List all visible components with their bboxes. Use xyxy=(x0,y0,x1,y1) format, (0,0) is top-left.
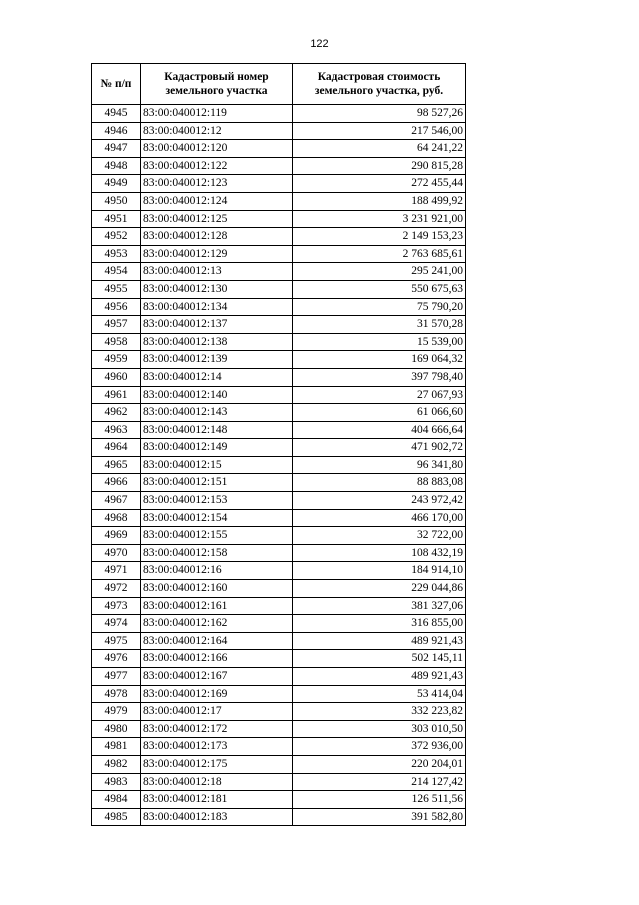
cadastral-value-cell: 53 414,04 xyxy=(293,685,466,703)
cadastral-value-table xyxy=(91,63,466,826)
cadastral-value-cell: 372 936,00 xyxy=(293,738,466,756)
cadastral-number-cell: 83:00:040012:140 xyxy=(141,386,293,404)
table-row xyxy=(92,474,466,492)
row-number-cell: 4973 xyxy=(92,597,141,615)
table-row xyxy=(92,368,466,386)
row-number-cell: 4945 xyxy=(92,105,141,123)
cadastral-number-cell: 83:00:040012:13 xyxy=(141,263,293,281)
page-number: 122 xyxy=(310,38,329,50)
table-row xyxy=(92,527,466,545)
cadastral-number-cell: 83:00:040012:15 xyxy=(141,456,293,474)
table-row xyxy=(92,105,466,123)
cadastral-number-cell: 83:00:040012:167 xyxy=(141,668,293,686)
cadastral-value-cell: 126 511,56 xyxy=(293,791,466,809)
table-row xyxy=(92,228,466,246)
table-row xyxy=(92,808,466,826)
cadastral-number-cell: 83:00:040012:148 xyxy=(141,421,293,439)
header-cadastral-number: Кадастровый номер земельного участка xyxy=(141,64,293,105)
cadastral-number-cell: 83:00:040012:149 xyxy=(141,439,293,457)
cadastral-number-cell: 83:00:040012:151 xyxy=(141,474,293,492)
table-row xyxy=(92,791,466,809)
cadastral-value-cell: 243 972,42 xyxy=(293,492,466,510)
cadastral-number-cell: 83:00:040012:14 xyxy=(141,368,293,386)
row-number-cell: 4975 xyxy=(92,632,141,650)
cadastral-value-cell: 502 145,11 xyxy=(293,650,466,668)
cadastral-number-cell: 83:00:040012:153 xyxy=(141,492,293,510)
row-number-cell: 4983 xyxy=(92,773,141,791)
cadastral-value-cell: 75 790,20 xyxy=(293,298,466,316)
table-row xyxy=(92,140,466,158)
cadastral-number-cell: 83:00:040012:120 xyxy=(141,140,293,158)
cadastral-number-cell: 83:00:040012:134 xyxy=(141,298,293,316)
cadastral-value-cell: 61 066,60 xyxy=(293,404,466,422)
cadastral-number-cell: 83:00:040012:155 xyxy=(141,527,293,545)
row-number-cell: 4972 xyxy=(92,580,141,598)
table-row xyxy=(92,122,466,140)
table-row xyxy=(92,650,466,668)
cadastral-number-cell: 83:00:040012:139 xyxy=(141,351,293,369)
row-number-cell: 4961 xyxy=(92,386,141,404)
cadastral-number-cell: 83:00:040012:164 xyxy=(141,632,293,650)
table-row xyxy=(92,404,466,422)
cadastral-number-cell: 83:00:040012:154 xyxy=(141,509,293,527)
table-row xyxy=(92,632,466,650)
row-number-cell: 4960 xyxy=(92,368,141,386)
table-row xyxy=(92,703,466,721)
row-number-cell: 4957 xyxy=(92,316,141,334)
row-number-cell: 4963 xyxy=(92,421,141,439)
row-number-cell: 4955 xyxy=(92,280,141,298)
cadastral-value-cell: 295 241,00 xyxy=(293,263,466,281)
cadastral-number-cell: 83:00:040012:12 xyxy=(141,122,293,140)
row-number-cell: 4949 xyxy=(92,175,141,193)
row-number-cell: 4982 xyxy=(92,755,141,773)
cadastral-value-cell: 64 241,22 xyxy=(293,140,466,158)
cadastral-value-cell: 466 170,00 xyxy=(293,509,466,527)
table-row xyxy=(92,720,466,738)
cadastral-value-cell: 31 570,28 xyxy=(293,316,466,334)
table-row xyxy=(92,351,466,369)
cadastral-number-cell: 83:00:040012:143 xyxy=(141,404,293,422)
cadastral-value-cell: 391 582,80 xyxy=(293,808,466,826)
row-number-cell: 4954 xyxy=(92,263,141,281)
row-number-cell: 4965 xyxy=(92,456,141,474)
cadastral-number-cell: 83:00:040012:125 xyxy=(141,210,293,228)
cadastral-number-cell: 83:00:040012:162 xyxy=(141,615,293,633)
cadastral-number-cell: 83:00:040012:166 xyxy=(141,650,293,668)
cadastral-number-cell: 83:00:040012:183 xyxy=(141,808,293,826)
row-number-cell: 4974 xyxy=(92,615,141,633)
cadastral-number-cell: 83:00:040012:122 xyxy=(141,157,293,175)
row-number-cell: 4968 xyxy=(92,509,141,527)
cadastral-number-cell: 83:00:040012:173 xyxy=(141,738,293,756)
table-row xyxy=(92,597,466,615)
cadastral-number-cell: 83:00:040012:160 xyxy=(141,580,293,598)
table-row xyxy=(92,562,466,580)
cadastral-value-cell: 381 327,06 xyxy=(293,597,466,615)
row-number-cell: 4962 xyxy=(92,404,141,422)
cadastral-number-cell: 83:00:040012:130 xyxy=(141,280,293,298)
cadastral-value-cell: 316 855,00 xyxy=(293,615,466,633)
cadastral-number-cell: 83:00:040012:124 xyxy=(141,192,293,210)
table-row xyxy=(92,509,466,527)
cadastral-value-cell: 3 231 921,00 xyxy=(293,210,466,228)
cadastral-value-cell: 188 499,92 xyxy=(293,192,466,210)
row-number-cell: 4977 xyxy=(92,668,141,686)
table-row xyxy=(92,157,466,175)
row-number-cell: 4978 xyxy=(92,685,141,703)
cadastral-value-cell: 32 722,00 xyxy=(293,527,466,545)
table-row xyxy=(92,245,466,263)
cadastral-value-cell: 217 546,00 xyxy=(293,122,466,140)
cadastral-number-cell: 83:00:040012:161 xyxy=(141,597,293,615)
cadastral-value-cell: 96 341,80 xyxy=(293,456,466,474)
cadastral-value-cell: 15 539,00 xyxy=(293,333,466,351)
row-number-cell: 4952 xyxy=(92,228,141,246)
table-row xyxy=(92,386,466,404)
cadastral-number-cell: 83:00:040012:181 xyxy=(141,791,293,809)
cadastral-number-cell: 83:00:040012:158 xyxy=(141,544,293,562)
cadastral-number-cell: 83:00:040012:18 xyxy=(141,773,293,791)
cadastral-value-cell: 290 815,28 xyxy=(293,157,466,175)
table-row xyxy=(92,263,466,281)
cadastral-value-cell: 489 921,43 xyxy=(293,668,466,686)
cadastral-value-cell: 272 455,44 xyxy=(293,175,466,193)
row-number-cell: 4985 xyxy=(92,808,141,826)
cadastral-value-cell: 397 798,40 xyxy=(293,368,466,386)
row-number-cell: 4981 xyxy=(92,738,141,756)
table-row xyxy=(92,316,466,334)
cadastral-value-cell: 2 149 153,23 xyxy=(293,228,466,246)
cadastral-value-cell: 404 666,64 xyxy=(293,421,466,439)
cadastral-value-cell: 184 914,10 xyxy=(293,562,466,580)
row-number-cell: 4979 xyxy=(92,703,141,721)
table-row xyxy=(92,755,466,773)
table-row xyxy=(92,280,466,298)
cadastral-number-cell: 83:00:040012:138 xyxy=(141,333,293,351)
cadastral-value-cell: 27 067,93 xyxy=(293,386,466,404)
table-row xyxy=(92,580,466,598)
cadastral-value-cell: 169 064,32 xyxy=(293,351,466,369)
row-number-cell: 4946 xyxy=(92,122,141,140)
row-number-cell: 4976 xyxy=(92,650,141,668)
row-number-cell: 4980 xyxy=(92,720,141,738)
row-number-cell: 4971 xyxy=(92,562,141,580)
cadastral-number-cell: 83:00:040012:17 xyxy=(141,703,293,721)
table-row xyxy=(92,439,466,457)
cadastral-number-cell: 83:00:040012:172 xyxy=(141,720,293,738)
table-row xyxy=(92,456,466,474)
table-row xyxy=(92,175,466,193)
table-row xyxy=(92,668,466,686)
header-row-number: № п/п xyxy=(92,64,141,105)
cadastral-value-cell: 550 675,63 xyxy=(293,280,466,298)
cadastral-number-cell: 83:00:040012:119 xyxy=(141,105,293,123)
row-number-cell: 4959 xyxy=(92,351,141,369)
table-row xyxy=(92,773,466,791)
table-row xyxy=(92,738,466,756)
cadastral-value-cell: 489 921,43 xyxy=(293,632,466,650)
header-cadastral-value: Кадастровая стоимость земельного участка, руб. xyxy=(293,64,466,105)
cadastral-number-cell: 83:00:040012:137 xyxy=(141,316,293,334)
cadastral-value-cell: 108 432,19 xyxy=(293,544,466,562)
table-row xyxy=(92,492,466,510)
cadastral-number-cell: 83:00:040012:175 xyxy=(141,755,293,773)
cadastral-number-cell: 83:00:040012:169 xyxy=(141,685,293,703)
cadastral-value-cell: 214 127,42 xyxy=(293,773,466,791)
row-number-cell: 4951 xyxy=(92,210,141,228)
table-row xyxy=(92,333,466,351)
table-row xyxy=(92,421,466,439)
row-number-cell: 4953 xyxy=(92,245,141,263)
cadastral-value-cell: 229 044,86 xyxy=(293,580,466,598)
cadastral-value-cell: 2 763 685,61 xyxy=(293,245,466,263)
table-row xyxy=(92,685,466,703)
row-number-cell: 4958 xyxy=(92,333,141,351)
row-number-cell: 4947 xyxy=(92,140,141,158)
row-number-cell: 4970 xyxy=(92,544,141,562)
row-number-cell: 4964 xyxy=(92,439,141,457)
row-number-cell: 4966 xyxy=(92,474,141,492)
cadastral-value-cell: 220 204,01 xyxy=(293,755,466,773)
cadastral-number-cell: 83:00:040012:16 xyxy=(141,562,293,580)
cadastral-value-cell: 88 883,08 xyxy=(293,474,466,492)
cadastral-number-cell: 83:00:040012:123 xyxy=(141,175,293,193)
row-number-cell: 4956 xyxy=(92,298,141,316)
row-number-cell: 4967 xyxy=(92,492,141,510)
table-row xyxy=(92,615,466,633)
cadastral-value-cell: 98 527,26 xyxy=(293,105,466,123)
cadastral-value-cell: 471 902,72 xyxy=(293,439,466,457)
row-number-cell: 4984 xyxy=(92,791,141,809)
row-number-cell: 4948 xyxy=(92,157,141,175)
table-header-row xyxy=(92,64,466,105)
cadastral-number-cell: 83:00:040012:129 xyxy=(141,245,293,263)
cadastral-number-cell: 83:00:040012:128 xyxy=(141,228,293,246)
table-row xyxy=(92,544,466,562)
cadastral-value-cell: 332 223,82 xyxy=(293,703,466,721)
table-row xyxy=(92,192,466,210)
cadastral-value-cell: 303 010,50 xyxy=(293,720,466,738)
table-row xyxy=(92,298,466,316)
table-row xyxy=(92,210,466,228)
row-number-cell: 4969 xyxy=(92,527,141,545)
row-number-cell: 4950 xyxy=(92,192,141,210)
